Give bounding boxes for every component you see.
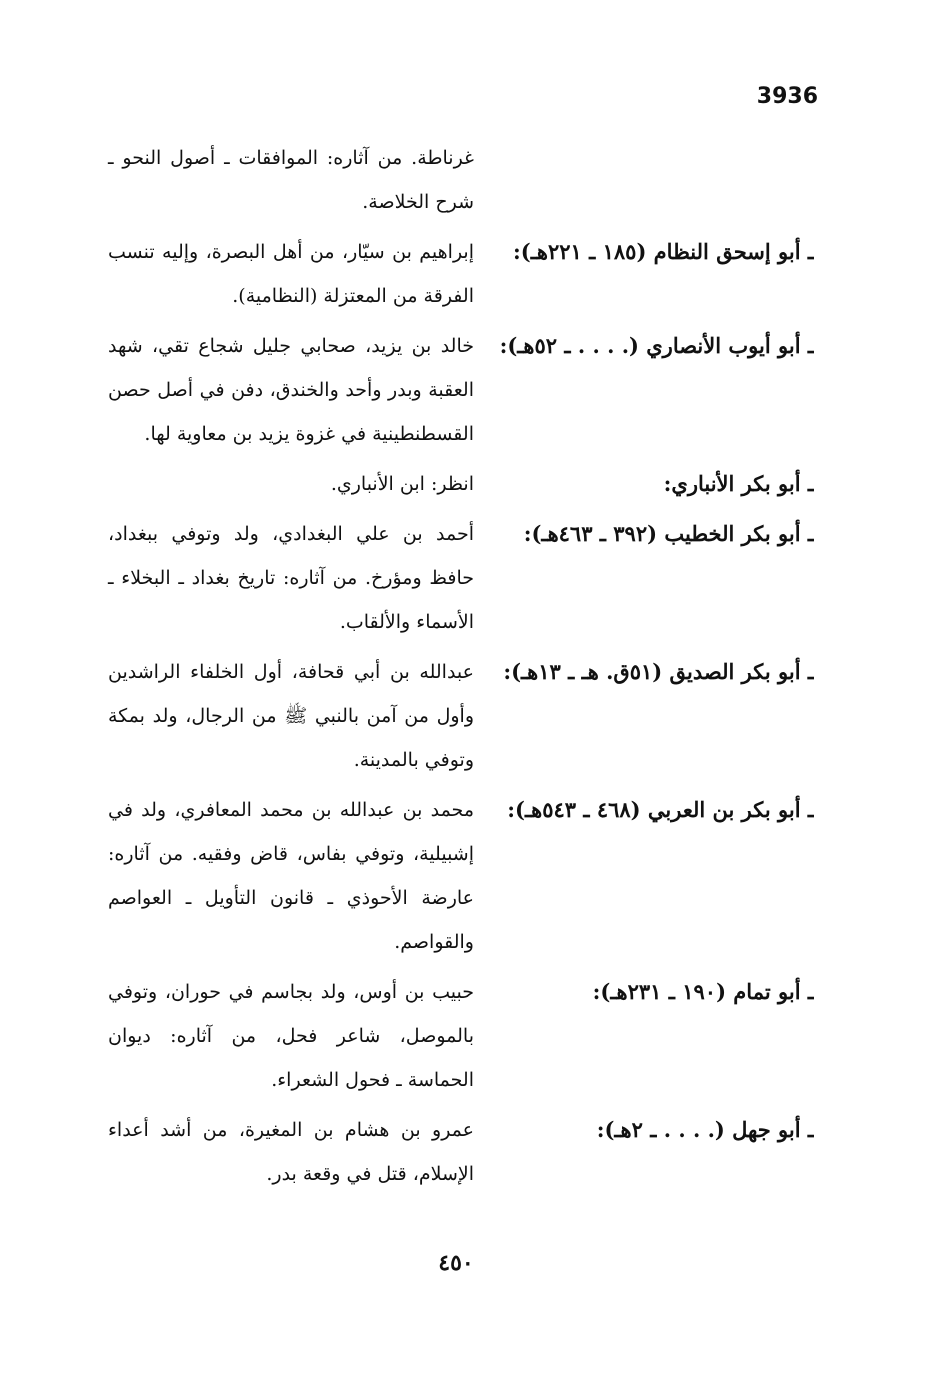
entry-abu-bakr-ibn-al-arabi <box>108 788 814 964</box>
entry-abu-bakr-al-khatib <box>108 512 814 644</box>
entry-definition: عبدالله بن أبي قحافة، أول الخلفاء الراشدين وأول من آمن بالنبي ﷺ من الرجال، ولد بمكة وتوفي بالمدينة. <box>108 661 474 771</box>
entry-abu-jahl <box>108 1108 814 1196</box>
entry-definition: خالد بن يزيد، صحابي جليل شجاع تقي، شهد العقبة وبدر وأحد والخندق، دفن في أصل حصن القسطنطينية في غزوة يزيد بن معاوية لها. <box>108 335 474 445</box>
entry-term: ـ أبو أيوب الأنصاري (. . . . ـ ٥٢هـ): <box>500 333 814 358</box>
entry-term: ـ أبو بكر الأنباري: <box>663 471 814 496</box>
entry-term: ـ أبو بكر الصديق (٥١ق. هـ ـ ١٣هـ): <box>503 659 814 684</box>
entry-abu-bakr-al-siddiq <box>108 650 814 782</box>
entry-definition: حبيب بن أوس، ولد بجاسم في حوران، وتوفي بالموصل، شاعر فحل، من آثاره: ديوان الحماسة ـ فحول الشعراء. <box>108 981 474 1091</box>
entry-term: ـ أبو بكر الخطيب (٣٩٢ ـ ٤٦٣هـ): <box>523 521 814 546</box>
entry-definition: انظر: ابن الأنباري. <box>330 473 474 495</box>
entry-term: ـ أبو بكر بن العربي (٤٦٨ ـ ٥٤٣هـ): <box>507 797 814 822</box>
entry-abu-bakr-al-anbari <box>108 462 814 506</box>
entry-definition: أحمد بن علي البغدادي، ولد وتوفي ببغداد، حافظ ومؤرخ. من آثاره: تاريخ بغداد ـ البخلاء ـ الأسماء والألقاب. <box>108 523 474 633</box>
entry-term: ـ أبو جهل (. . . . ـ ٢هـ): <box>596 1117 814 1142</box>
page-folio: ٤٥٠ <box>438 1250 474 1276</box>
entry-definition: محمد بن عبدالله بن محمد المعافري، ولد في إشبيلية، وتوفي بفاس، قاض وفقيه. من آثاره: عارضة الأحوذي ـ قانون التأويل ـ العواصم والقواصم. <box>108 799 474 953</box>
page-number: 3936 <box>756 84 818 109</box>
entry-term: ـ أبو إسحق النظام (١٨٥ ـ ٢٢١هـ): <box>513 239 814 264</box>
entry-continuation <box>108 136 814 224</box>
biography-entries <box>108 136 814 1202</box>
entry-definition: عمرو بن هشام بن المغيرة، من أشد أعداء الإسلام، قتل في وقعة بدر. <box>108 1119 474 1185</box>
entry-abu-ayyub-al-ansari <box>108 324 814 456</box>
entry-term: ـ أبو تمام (١٩٠ ـ ٢٣١هـ): <box>592 979 814 1004</box>
entry-abu-ishaq-al-nazzam <box>108 230 814 318</box>
entry-definition: غرناطة. من آثاره: الموافقات ـ أصول النحو ـ شرح الخلاصة. <box>108 147 474 213</box>
entry-abu-tammam <box>108 970 814 1102</box>
entry-definition: إبراهيم بن سيّار، من أهل البصرة، وإليه تنسب الفرقة من المعتزلة (النظامية). <box>108 241 474 307</box>
